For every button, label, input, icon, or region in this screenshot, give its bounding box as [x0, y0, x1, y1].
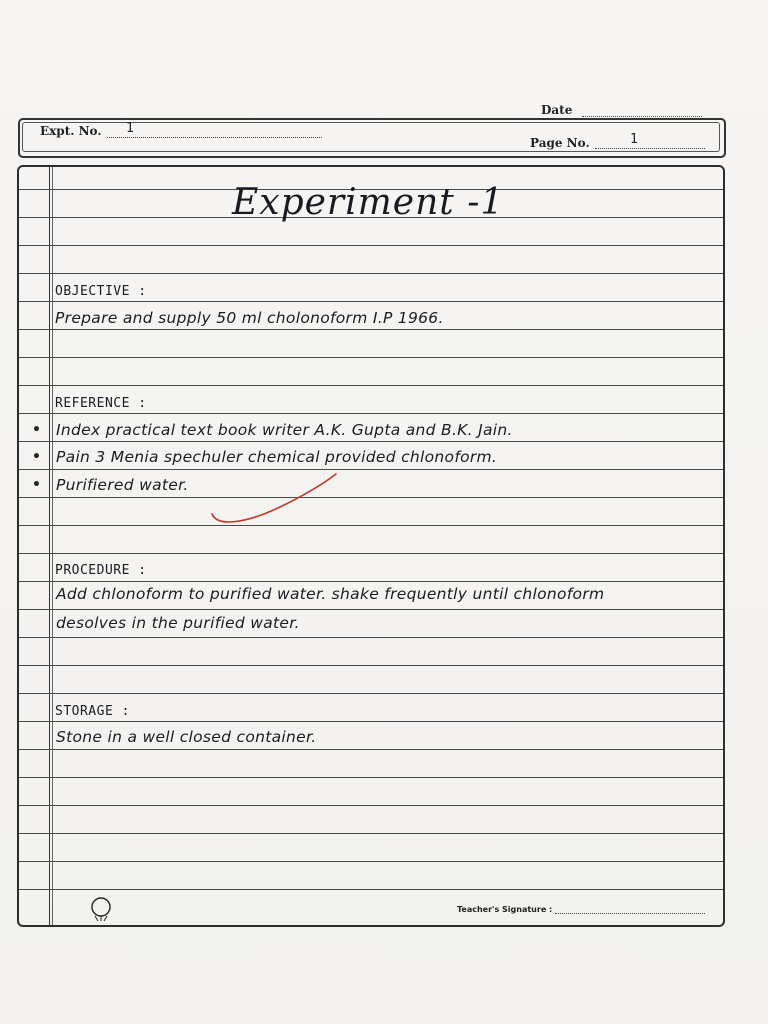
reference-item: Index practical text book writer A.K. Gupta and B.K. Jain.: [56, 421, 513, 439]
ruled-line: [19, 693, 723, 694]
storage-line: Stone in a well closed container.: [56, 728, 317, 746]
reference-item: Pain 3 Menia spechuler chemical provided chlonoform.: [56, 448, 498, 466]
procedure-line: Add chlonoform to purified water. shake frequently until chlonoform: [56, 585, 605, 603]
ruled-line: [19, 357, 723, 358]
teacher-signature-field: [555, 913, 705, 914]
ruled-line: [19, 805, 723, 806]
expt-no-field: [107, 137, 322, 138]
page-no-field: [595, 148, 705, 149]
date-field: [582, 116, 702, 117]
stamp-icon: [88, 896, 114, 922]
ruled-line: [19, 861, 723, 862]
ruled-line: [19, 665, 723, 666]
ruled-line: [19, 497, 723, 498]
ruled-line: [19, 637, 723, 638]
ruled-line: [19, 245, 723, 246]
ruled-line: [19, 413, 723, 414]
procedure-line: desolves in the purified water.: [56, 614, 300, 632]
ruled-line: [19, 441, 723, 442]
page-no-value: 1: [630, 132, 638, 147]
ruled-line: [19, 609, 723, 610]
margin-line-inner: [52, 167, 53, 925]
ruled-line: [19, 889, 723, 890]
ruled-line: [19, 777, 723, 778]
storage-heading: STORAGE :: [55, 704, 130, 719]
ruled-line: [19, 301, 723, 302]
expt-no-value: 1: [126, 121, 134, 136]
reference-heading: REFERENCE :: [55, 396, 147, 411]
ruled-frame: [17, 165, 725, 927]
bullet: •: [32, 477, 41, 493]
bullet: •: [32, 449, 41, 465]
expt-no-label: Expt. No.: [40, 124, 102, 138]
ruled-line: [19, 329, 723, 330]
ruled-line: [19, 273, 723, 274]
date-label: Date: [541, 103, 573, 117]
ruled-line: [19, 553, 723, 554]
ruled-line: [19, 469, 723, 470]
teacher-signature-label: Teacher's Signature :: [457, 905, 553, 914]
bullet: •: [32, 422, 41, 438]
objective-line: Prepare and supply 50 ml cholonoform I.P 1966.: [55, 309, 444, 327]
procedure-heading: PROCEDURE :: [55, 563, 147, 578]
reference-item: Purifiered water.: [56, 476, 189, 494]
ruled-line: [19, 525, 723, 526]
check-mark-icon: [208, 472, 338, 530]
ruled-line: [19, 721, 723, 722]
margin-line: [49, 167, 50, 925]
page-title: Experiment -1: [232, 182, 505, 223]
ruled-line: [19, 749, 723, 750]
ruled-line: [19, 581, 723, 582]
objective-heading: OBJECTIVE :: [55, 284, 147, 299]
ruled-line: [19, 385, 723, 386]
page-no-label: Page No.: [530, 136, 590, 150]
ruled-line: [19, 833, 723, 834]
